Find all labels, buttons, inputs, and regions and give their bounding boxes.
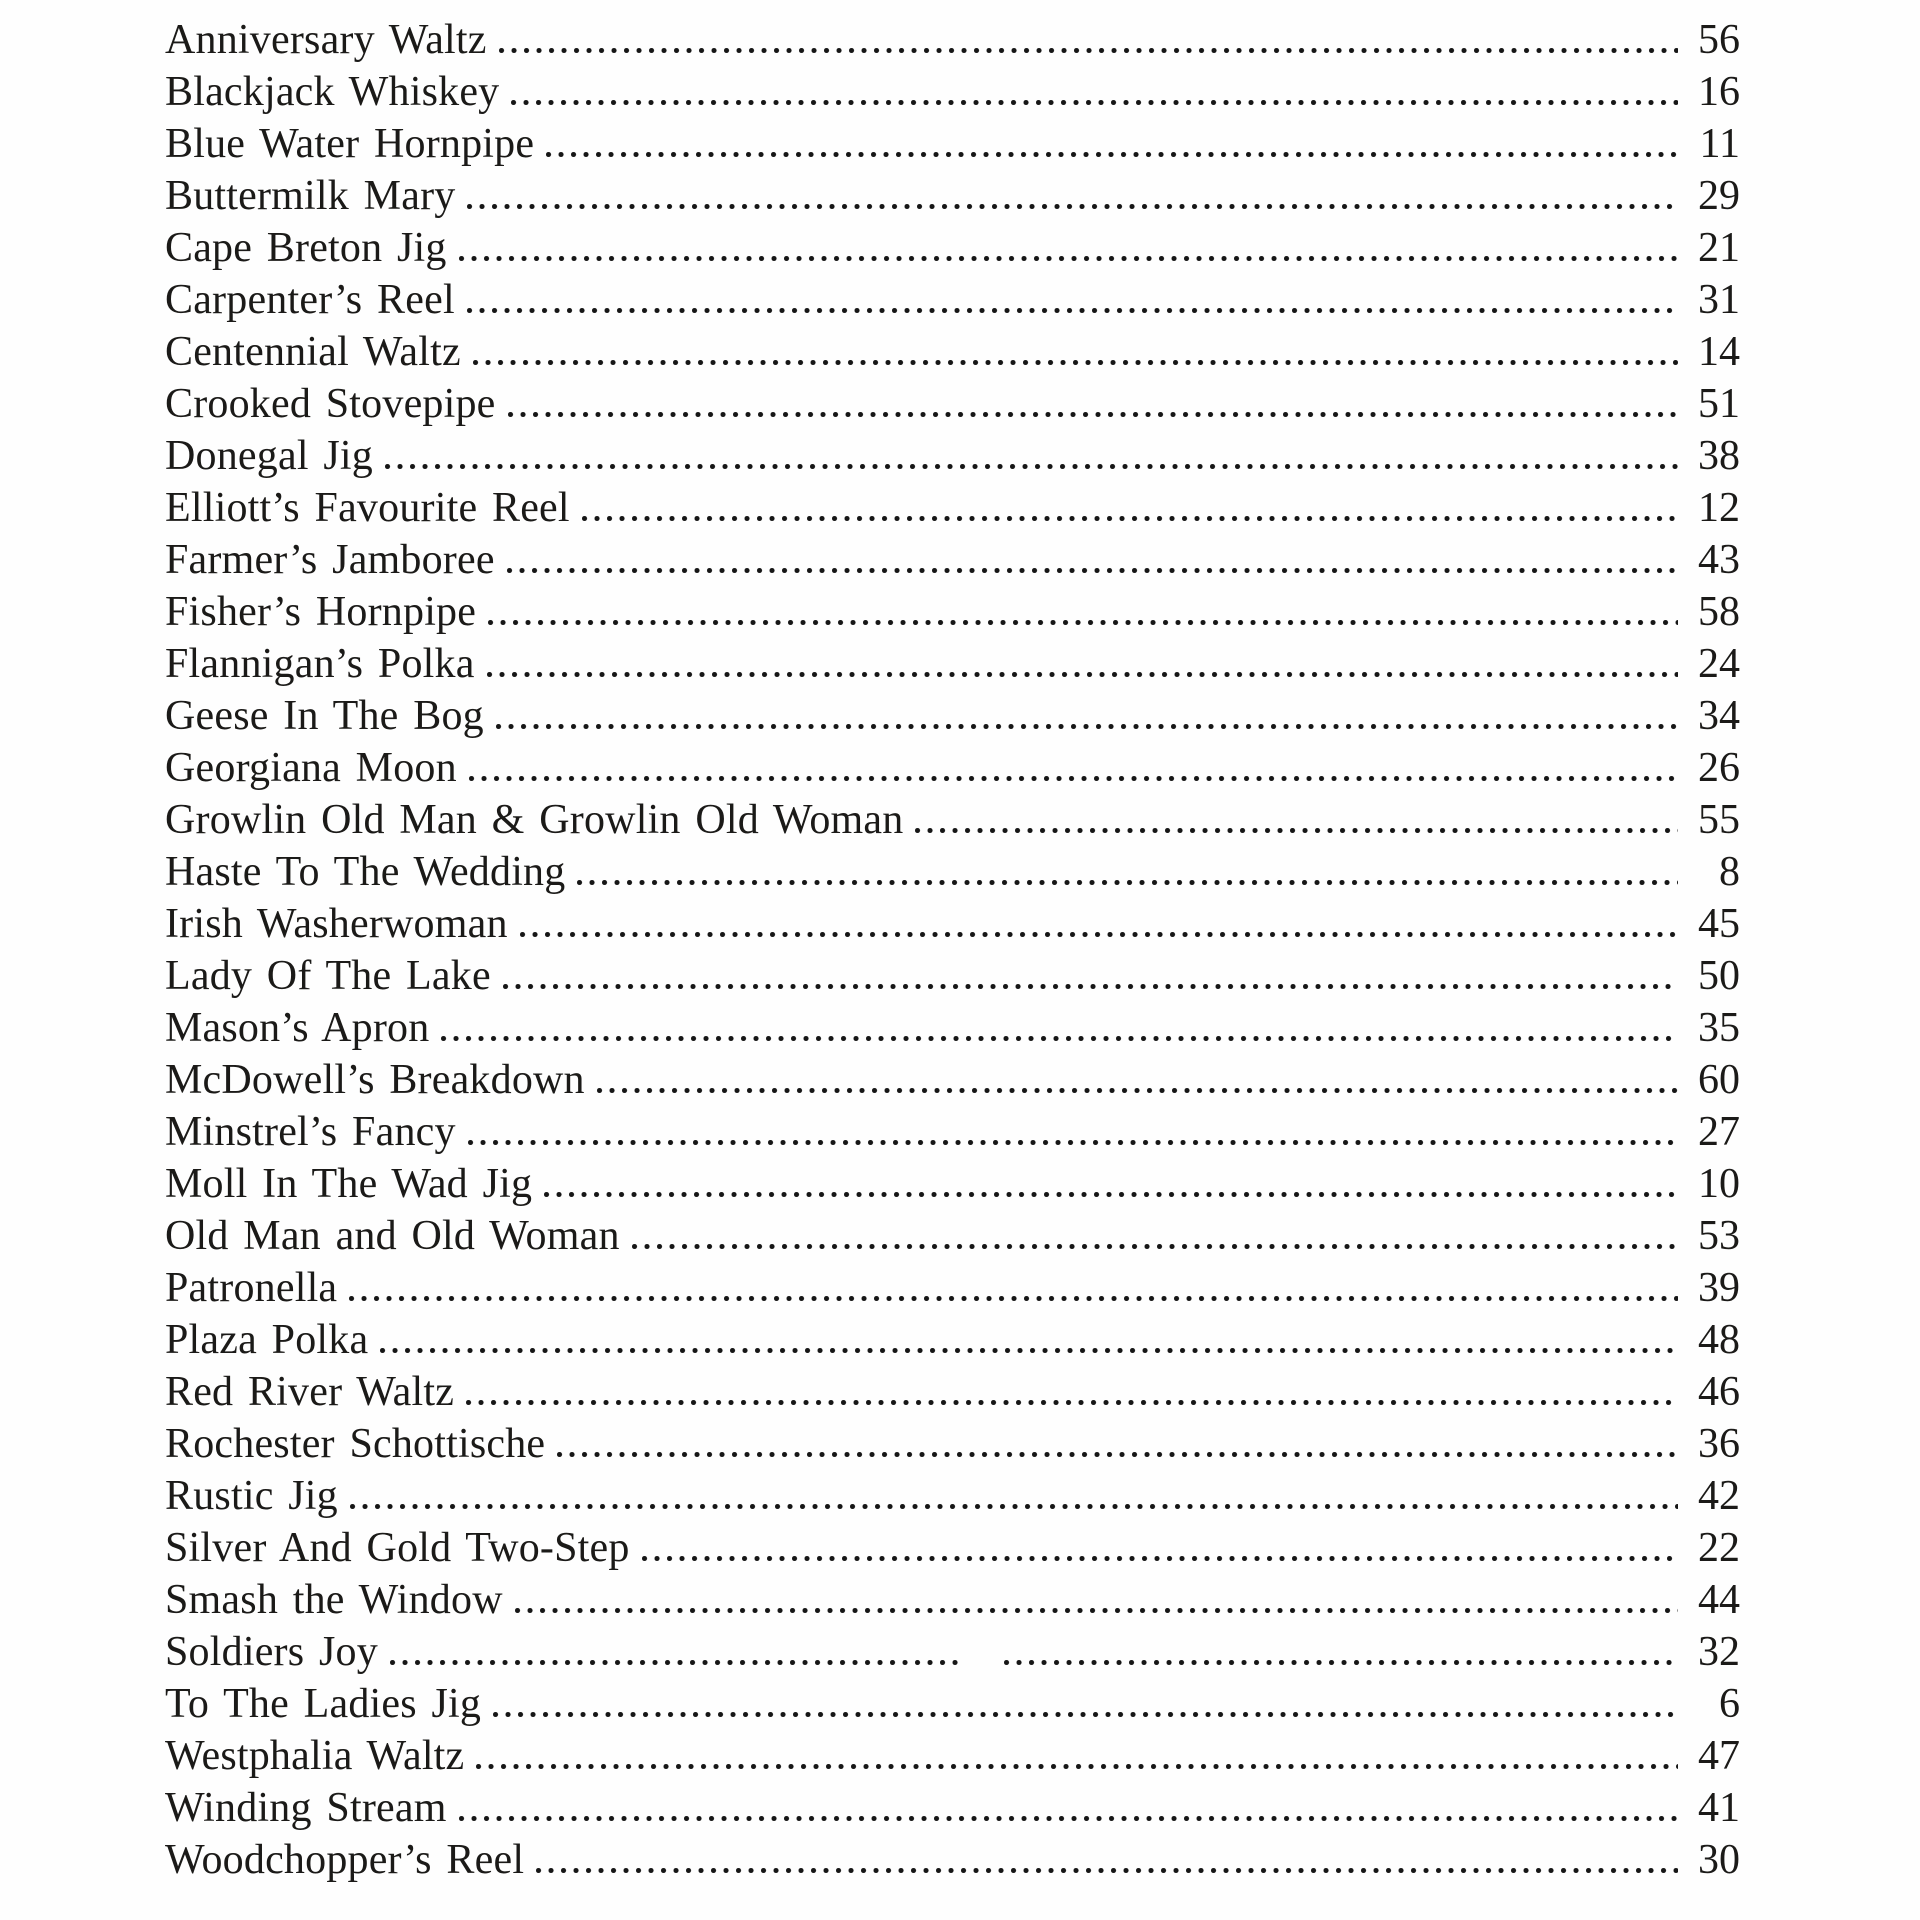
tune-title: Crooked Stovepipe	[165, 381, 496, 427]
tune-title: Blue Water Hornpipe	[165, 121, 535, 167]
dot-leader	[1004, 1660, 1678, 1665]
dot-leader	[385, 464, 1678, 469]
page-number: 56	[1698, 17, 1740, 63]
tune-title: Woodchopper’s Reel	[165, 1837, 525, 1883]
page-number: 32	[1698, 1629, 1740, 1675]
dot-leader	[515, 1608, 1678, 1613]
toc-row	[165, 328, 1740, 380]
toc-row	[165, 1212, 1740, 1264]
dot-leader	[499, 48, 1678, 53]
tune-title: Soldiers Joy	[165, 1629, 378, 1675]
dot-leader	[468, 1140, 1678, 1145]
page-number: 42	[1698, 1473, 1740, 1519]
page-number: 27	[1698, 1109, 1740, 1155]
toc-row	[165, 1680, 1740, 1732]
page-number: 45	[1698, 901, 1740, 947]
page-number: 36	[1698, 1421, 1740, 1467]
dot-leader	[582, 516, 1678, 521]
toc-row	[165, 1368, 1740, 1420]
page-number: 55	[1698, 797, 1740, 843]
tune-title: Rustic Jig	[165, 1473, 338, 1519]
toc-row	[165, 484, 1740, 536]
page-number: 44	[1698, 1577, 1740, 1623]
tune-title: Fisher’s Hornpipe	[165, 589, 477, 635]
page-number: 29	[1698, 173, 1740, 219]
tune-title: Haste To The Wedding	[165, 849, 566, 895]
dot-leader	[488, 620, 1678, 625]
dot-leader	[380, 1348, 1678, 1353]
tune-title: Silver And Gold Two-Step	[165, 1525, 630, 1571]
page-number: 8	[1719, 849, 1740, 895]
tune-title: Old Man and Old Woman	[165, 1213, 620, 1259]
dot-leader	[459, 256, 1678, 261]
toc-row	[165, 1628, 1740, 1680]
page-number: 35	[1698, 1005, 1740, 1051]
toc-list	[165, 16, 1740, 1888]
tune-title: Blackjack Whiskey	[165, 69, 500, 115]
dot-leader	[349, 1296, 1678, 1301]
dot-leader	[507, 568, 1678, 573]
toc-row	[165, 1004, 1740, 1056]
page-number: 60	[1698, 1057, 1740, 1103]
tune-title: Geese In The Bog	[165, 693, 484, 739]
page-number: 21	[1698, 225, 1740, 271]
page-number: 11	[1699, 121, 1740, 167]
page-number: 43	[1698, 537, 1740, 583]
page-number: 48	[1698, 1317, 1740, 1363]
tune-title: Anniversary Waltz	[165, 17, 487, 63]
page-number: 22	[1698, 1525, 1740, 1571]
toc-row	[165, 900, 1740, 952]
dot-leader	[390, 1660, 963, 1665]
toc-row	[165, 1472, 1740, 1524]
dot-leader	[508, 412, 1678, 417]
page-number: 47	[1698, 1733, 1740, 1779]
toc-row	[165, 432, 1740, 484]
dot-leader	[441, 1036, 1678, 1041]
tune-title: Mason’s Apron	[165, 1005, 430, 1051]
page-number: 38	[1698, 433, 1740, 479]
tune-title: Growlin Old Man & Growlin Old Woman	[165, 797, 904, 843]
dot-leader	[511, 100, 1678, 105]
tune-title: McDowell’s Breakdown	[165, 1057, 585, 1103]
toc-row	[165, 1264, 1740, 1316]
dot-leader	[642, 1556, 1678, 1561]
toc-row	[165, 1836, 1740, 1888]
page-number: 16	[1698, 69, 1740, 115]
dot-leader	[520, 932, 1678, 937]
dot-leader	[493, 1712, 1678, 1717]
tune-title: Flannigan’s Polka	[165, 641, 475, 687]
toc-row	[165, 588, 1740, 640]
toc-row	[165, 224, 1740, 276]
toc-row	[165, 120, 1740, 172]
tune-title: Elliott’s Favourite Reel	[165, 485, 570, 531]
toc-row	[165, 276, 1740, 328]
page-number: 6	[1719, 1681, 1740, 1727]
dot-leader	[597, 1088, 1678, 1093]
tune-title: Carpenter’s Reel	[165, 277, 455, 323]
toc-row	[165, 1420, 1740, 1472]
page-number: 34	[1698, 693, 1740, 739]
dot-leader	[476, 1764, 1678, 1769]
page-number: 12	[1698, 485, 1740, 531]
dot-leader	[467, 204, 1678, 209]
dot-leader	[473, 360, 1678, 365]
toc-row	[165, 848, 1740, 900]
page-number: 58	[1698, 589, 1740, 635]
dot-leader	[544, 1192, 1678, 1197]
toc-row	[165, 172, 1740, 224]
page-number: 41	[1698, 1785, 1740, 1831]
tune-title: Winding Stream	[165, 1785, 447, 1831]
toc-row	[165, 68, 1740, 120]
toc-row	[165, 1784, 1740, 1836]
toc-row	[165, 640, 1740, 692]
toc-row	[165, 1576, 1740, 1628]
page-number: 14	[1698, 329, 1740, 375]
tune-title: Red River Waltz	[165, 1369, 455, 1415]
toc-row	[165, 952, 1740, 1004]
toc-row	[165, 1056, 1740, 1108]
tune-title: Buttermilk Mary	[165, 173, 456, 219]
dot-leader	[459, 1816, 1678, 1821]
dot-leader	[632, 1244, 1678, 1249]
page-number: 46	[1698, 1369, 1740, 1415]
dot-leader	[536, 1868, 1678, 1873]
tune-title: Smash the Window	[165, 1577, 503, 1623]
page-number: 50	[1698, 953, 1740, 999]
dot-leader	[557, 1452, 1678, 1457]
dot-leader	[467, 308, 1678, 313]
dot-leader	[577, 880, 1678, 885]
dot-leader	[546, 152, 1678, 157]
page-number: 51	[1698, 381, 1740, 427]
page-number: 31	[1698, 277, 1740, 323]
toc-row	[165, 1316, 1740, 1368]
tune-title: Cape Breton Jig	[165, 225, 447, 271]
dot-leader	[466, 1400, 1678, 1405]
toc-row	[165, 796, 1740, 848]
dot-leader	[496, 724, 1678, 729]
dot-leader	[915, 828, 1678, 833]
tune-title: To The Ladies Jig	[165, 1681, 482, 1727]
tune-title: Georgiana Moon	[165, 745, 457, 791]
tune-title: Lady Of The Lake	[165, 953, 491, 999]
toc-row	[165, 1524, 1740, 1576]
toc-row	[165, 380, 1740, 432]
tune-title: Minstrel’s Fancy	[165, 1109, 456, 1155]
dot-leader	[487, 672, 1678, 677]
leader-gap	[962, 1664, 1004, 1665]
tune-title: Plaza Polka	[165, 1317, 369, 1363]
page-number: 39	[1698, 1265, 1740, 1311]
tune-title: Irish Washerwoman	[165, 901, 508, 947]
tune-title: Centennial Waltz	[165, 329, 461, 375]
tune-title: Westphalia Waltz	[165, 1733, 465, 1779]
page-number: 10	[1698, 1161, 1740, 1207]
dot-leader	[469, 776, 1678, 781]
page-number: 26	[1698, 745, 1740, 791]
toc-row	[165, 744, 1740, 796]
tune-title: Patronella	[165, 1265, 338, 1311]
tune-title: Rochester Schottische	[165, 1421, 546, 1467]
toc-row	[165, 536, 1740, 588]
page-number: 53	[1698, 1213, 1740, 1259]
tune-title: Donegal Jig	[165, 433, 373, 479]
toc-row	[165, 16, 1740, 68]
toc-row	[165, 1732, 1740, 1784]
toc-row	[165, 692, 1740, 744]
toc-row	[165, 1108, 1740, 1160]
tune-title: Moll In The Wad Jig	[165, 1161, 533, 1207]
tune-title: Farmer’s Jamboree	[165, 537, 495, 583]
page-number: 24	[1698, 641, 1740, 687]
dot-leader	[350, 1504, 1678, 1509]
toc-row	[165, 1160, 1740, 1212]
dot-leader	[503, 984, 1678, 989]
page-number: 30	[1698, 1837, 1740, 1883]
